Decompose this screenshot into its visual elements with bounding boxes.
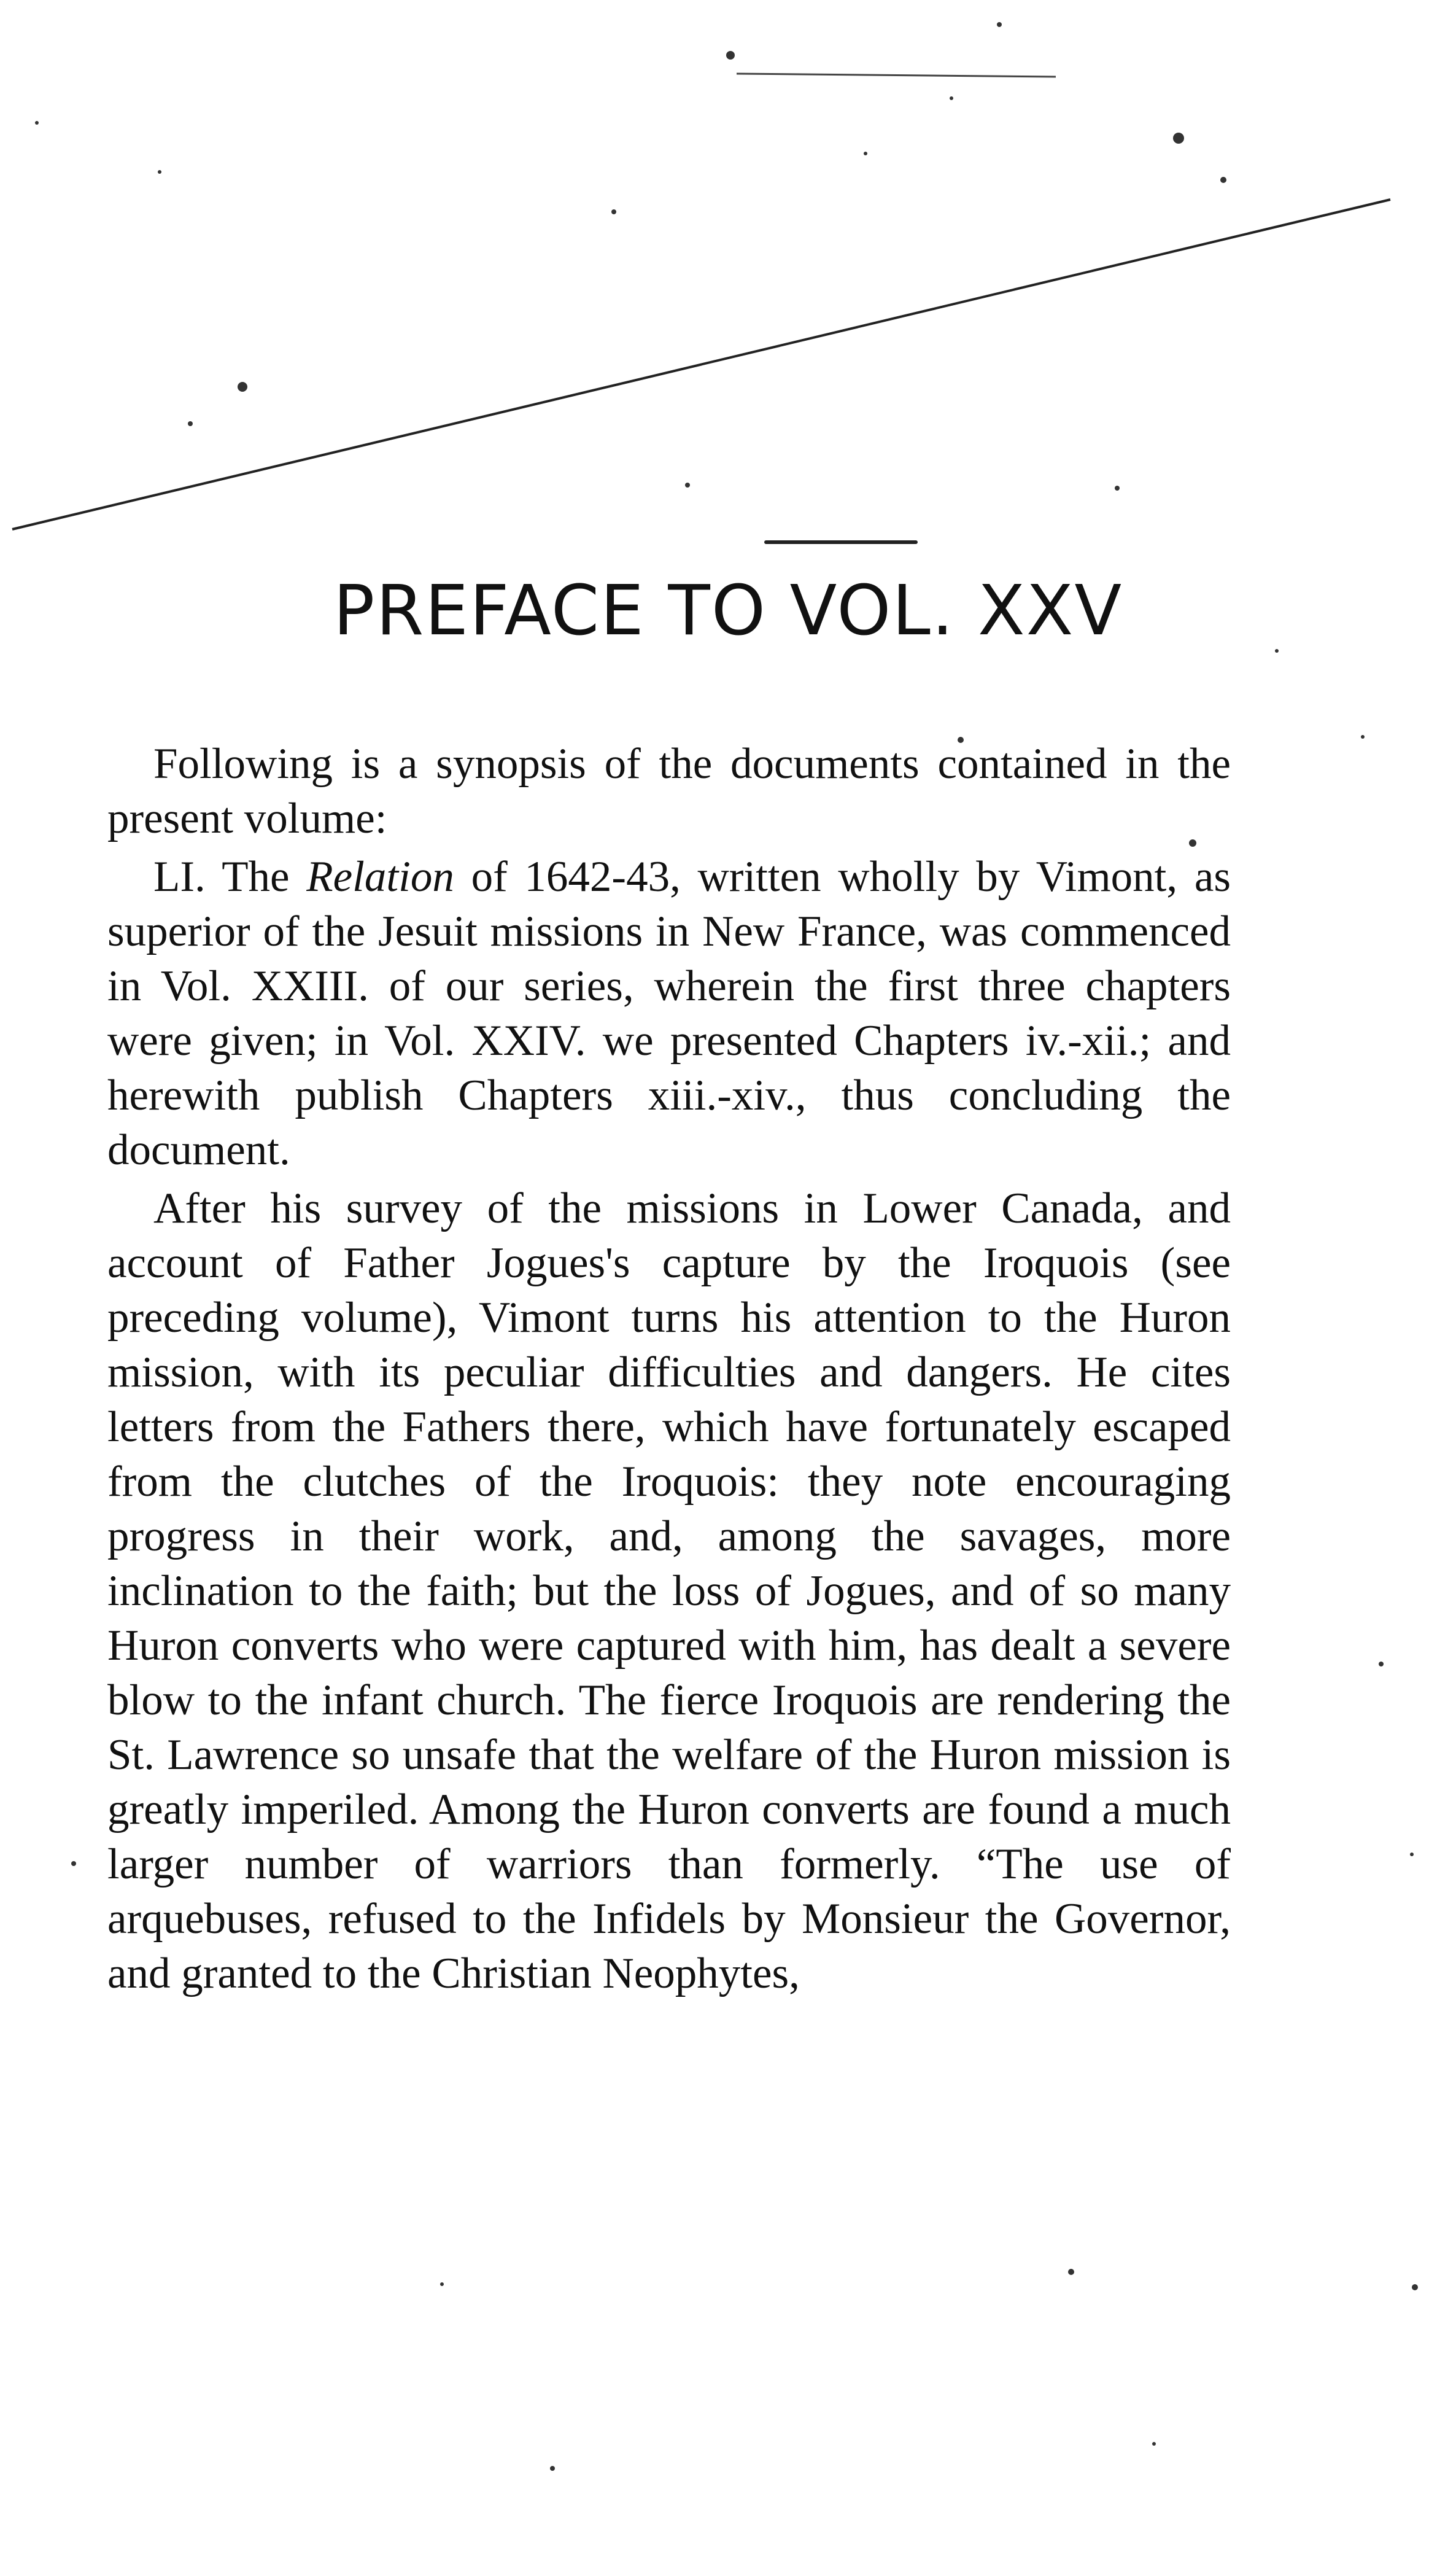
paragraph-relation-text: of 1642-43, written wholly by Vimont, as superior of the Jesuit missions in New France, was commenced in Vol. XXIII. of our series, wherein the first three chapters were given; in Vol. XXIV. we presented Chapters iv.-xii.; and herewith publish Chapters xiii.-xiv., thus concluding the document. <box>107 853 1231 1174</box>
body-text <box>107 737 1231 2005</box>
top-faint-rule <box>737 74 1056 77</box>
relation-title-italic: Relation <box>306 853 454 901</box>
page-title: PREFACE TO VOL. XXV <box>333 571 1123 651</box>
title-ornament <box>764 540 918 544</box>
paragraph-relation <box>107 850 1231 1178</box>
paragraph-intro: Following is a synopsis of the documents contained in the present volume: <box>107 740 1231 842</box>
diagonal-pen-stroke <box>12 200 1390 529</box>
paragraph-relation-prefix: LI. The <box>153 853 307 901</box>
paragraph-survey: After his survey of the missions in Lower Canada, and account of Father Jogues's capture by the Iroquois (see preceding volume), Vimont turns his attention to the Huron mission, with its peculiar difficulties and dangers. He cites letters from the Fathers there, which have fortunately escaped from the clutches of the Iroquois: they note encouraging progress in their work, and, among the savages, more inclination to the faith; but the loss of Jogues, and of so many Huron converts who were captured with him, has dealt a severe blow to the infant church. The fierce Iroquois are rendering the St. Lawrence so unsafe that the welfare of the Huron mission is greatly imperiled. Among the Huron converts are found a much larger number of warriors than formerly. “The use of arquebuses, refused to the Infidels by Monsieur the Governor, and granted to the Christian Neophytes, <box>107 1184 1231 1997</box>
